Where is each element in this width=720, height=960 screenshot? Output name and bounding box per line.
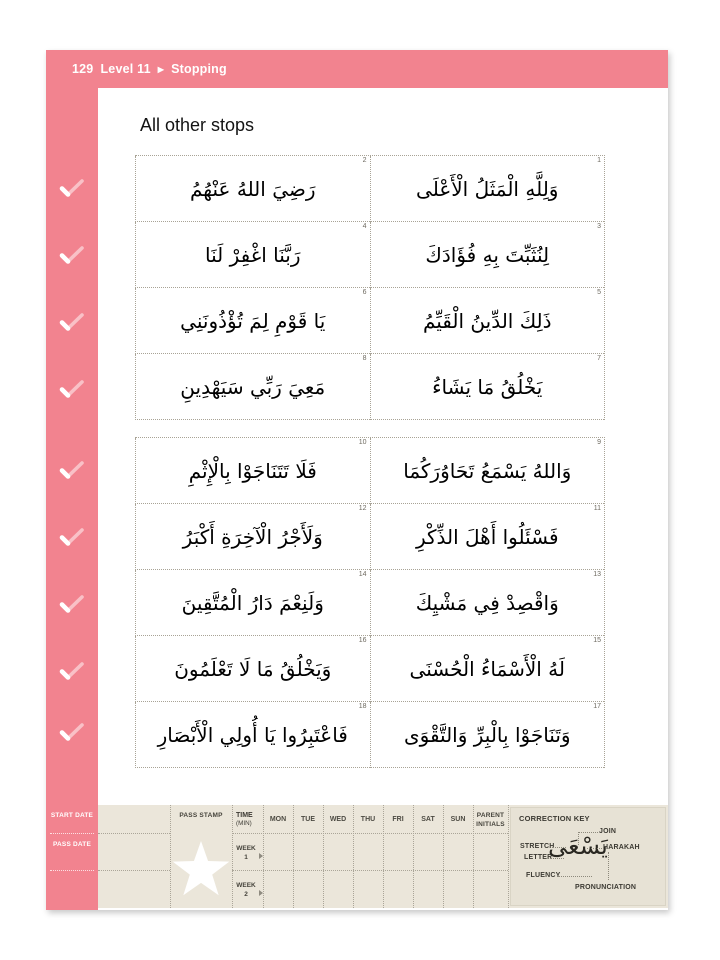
harakah-label: HARAKAH xyxy=(603,844,640,851)
checkmark-icon xyxy=(59,661,85,681)
arabic-phrase: فَاعْتَبِرُوا يَا أُولِي الْأَبْصَارِ xyxy=(157,722,348,747)
arabic-phrase: وَلِلَّهِ الْمَثَلُ الْأَعْلَى xyxy=(416,176,559,201)
pass-stamp-label: PASS STAMP xyxy=(179,812,223,819)
checkmark-icon xyxy=(59,312,85,332)
connector-line xyxy=(608,852,609,880)
box-number: 14 xyxy=(358,571,367,578)
arabic-phrase: رَبَّنَا اغْفِرْ لَنَا xyxy=(205,242,301,267)
checkmark-icon xyxy=(59,379,85,399)
phrase-box xyxy=(135,222,370,288)
divider xyxy=(50,833,94,834)
time-column-header xyxy=(236,812,253,828)
arabic-phrase: يَا قَوْمِ لِمَ تُؤْذُونَنِي xyxy=(180,308,326,333)
arabic-phrase: لَهُ الْأَسْمَاءُ الْحُسْنَى xyxy=(409,656,565,681)
divider xyxy=(508,805,509,908)
day-label-wed: WED xyxy=(329,816,347,823)
arabic-phrase: وَلَأَجْرُ الْآخِرَةِ أَكْبَرُ xyxy=(182,524,323,549)
correction-example-word: يَسْعَى xyxy=(548,832,608,860)
arabic-phrase: وَتَنَاجَوْا بِالْبِرِّ وَالتَّقْوَى xyxy=(403,722,571,747)
checkmark-icon xyxy=(59,245,85,265)
pronunciation-label: PRONUNCIATION xyxy=(575,884,637,891)
box-number: 9 xyxy=(597,439,601,446)
arabic-phrase: فَلَا تَتَنَاجَوْا بِالْإِثْمِ xyxy=(188,458,317,483)
fluency-label: FLUENCY xyxy=(526,872,561,879)
connector-line xyxy=(578,832,598,833)
arabic-phrase: مَعِيَ رَبِّي سَيَهْدِينِ xyxy=(180,374,326,399)
arabic-phrase: وَاقْصِدْ فِي مَشْيِكَ xyxy=(415,590,559,615)
day-label-mon: MON xyxy=(269,816,287,823)
divider xyxy=(232,833,508,834)
correction-key-box xyxy=(510,807,666,906)
week2-arrow-icon xyxy=(259,890,263,896)
arabic-phrase: لِنُثَبِّتَ بِهِ فُؤَادَكَ xyxy=(425,242,550,267)
connector-line xyxy=(550,858,564,859)
level-label: Level 11 xyxy=(100,62,151,76)
page-number: 129 xyxy=(72,62,94,76)
week2-label: WEEK 2 xyxy=(236,882,256,898)
breadcrumb-arrow-icon: ▶ xyxy=(157,64,165,74)
phrase-box xyxy=(370,222,605,288)
checkmark-icon xyxy=(59,722,85,742)
footer-date-column xyxy=(46,805,98,908)
parent-initials-label: PARENT INITIALS xyxy=(476,812,505,828)
day-label-tue: TUE xyxy=(301,816,315,823)
box-number: 5 xyxy=(597,289,601,296)
box-number: 2 xyxy=(362,157,367,164)
box-number: 3 xyxy=(597,223,601,230)
box-number: 4 xyxy=(362,223,367,230)
box-number: 6 xyxy=(362,289,367,296)
phrase-box xyxy=(370,438,605,504)
divider xyxy=(98,870,170,871)
box-number: 15 xyxy=(593,637,601,644)
week1-label: WEEK 1 xyxy=(236,845,256,861)
connector-line xyxy=(558,876,592,877)
box-number: 7 xyxy=(597,355,601,362)
time-label: TIME xyxy=(236,812,253,819)
phrase-box xyxy=(135,156,370,222)
day-label-fri: FRI xyxy=(392,816,404,823)
phrase-box xyxy=(370,636,605,702)
checkmark-icon xyxy=(59,527,85,547)
phrase-box xyxy=(370,702,605,768)
arabic-phrase: ذَلِكَ الدِّينُ الْقَيِّمُ xyxy=(422,308,552,333)
box-number: 12 xyxy=(358,505,367,512)
progress-sidebar xyxy=(46,88,98,910)
page-title: All other stops xyxy=(140,115,255,135)
arabic-phrase: وَلَنِعْمَ دَارُ الْمُتَّقِينَ xyxy=(181,590,324,615)
pass-date-label: PASS DATE xyxy=(52,841,92,848)
phrase-box xyxy=(135,570,370,636)
phrase-box xyxy=(135,354,370,420)
box-number: 13 xyxy=(593,571,601,578)
phrase-box xyxy=(135,636,370,702)
phrase-box xyxy=(370,504,605,570)
header-bar xyxy=(46,50,668,88)
divider xyxy=(232,805,233,908)
workbook-page xyxy=(46,50,668,910)
box-number: 1 xyxy=(597,157,601,164)
arabic-phrase: فَسْئَلُوا أَهْلَ الذِّكْرِ xyxy=(415,524,559,549)
box-number: 17 xyxy=(593,703,601,710)
arabic-phrase: وَيَخْلُقُ مَا لَا تَعْلَمُونَ xyxy=(174,656,332,681)
section-label: Stopping xyxy=(171,62,227,76)
arabic-phrase: رَضِيَ اللهُ عَنْهُمُ xyxy=(189,176,316,201)
box-number: 11 xyxy=(593,505,601,512)
day-label-thu: THU xyxy=(360,816,376,823)
phrase-box xyxy=(135,288,370,354)
phrase-box xyxy=(135,702,370,768)
phrase-grid-bottom xyxy=(135,437,605,768)
divider xyxy=(50,870,94,871)
divider xyxy=(98,833,170,834)
box-number: 16 xyxy=(358,637,367,644)
phrase-grid-top xyxy=(135,155,605,420)
box-number: 8 xyxy=(362,355,367,362)
day-label-sun: SUN xyxy=(450,816,466,823)
letter-label: LETTER xyxy=(524,854,553,861)
phrase-box xyxy=(135,504,370,570)
divider xyxy=(232,870,508,871)
phrase-box xyxy=(370,288,605,354)
time-unit-label: (MIN) xyxy=(236,820,252,828)
start-date-label: START DATE xyxy=(50,812,94,819)
progress-footer xyxy=(46,805,668,908)
phrase-box xyxy=(135,438,370,504)
correction-key-title: CORRECTION KEY xyxy=(519,814,590,823)
arabic-phrase: وَاللهُ يَسْمَعُ تَحَاوُرَكُمَا xyxy=(403,458,572,483)
checkmark-icon xyxy=(59,178,85,198)
connector-line xyxy=(587,848,602,849)
connector-line xyxy=(552,847,566,848)
pass-stamp-star-icon xyxy=(171,841,231,897)
checkmark-icon xyxy=(59,460,85,480)
phrase-box xyxy=(370,570,605,636)
connector-line xyxy=(578,832,579,845)
arabic-phrase: يَخْلُقُ مَا يَشَاءُ xyxy=(432,374,543,399)
box-number: 18 xyxy=(358,703,367,710)
day-label-sat: SAT xyxy=(421,816,435,823)
checkmark-icon xyxy=(59,594,85,614)
page-content xyxy=(98,88,668,910)
week1-arrow-icon xyxy=(259,853,263,859)
stretch-label: STRETCH xyxy=(520,843,555,850)
join-label: JOIN xyxy=(599,828,617,835)
phrase-box xyxy=(370,354,605,420)
phrase-box xyxy=(370,156,605,222)
box-number: 10 xyxy=(358,439,367,446)
